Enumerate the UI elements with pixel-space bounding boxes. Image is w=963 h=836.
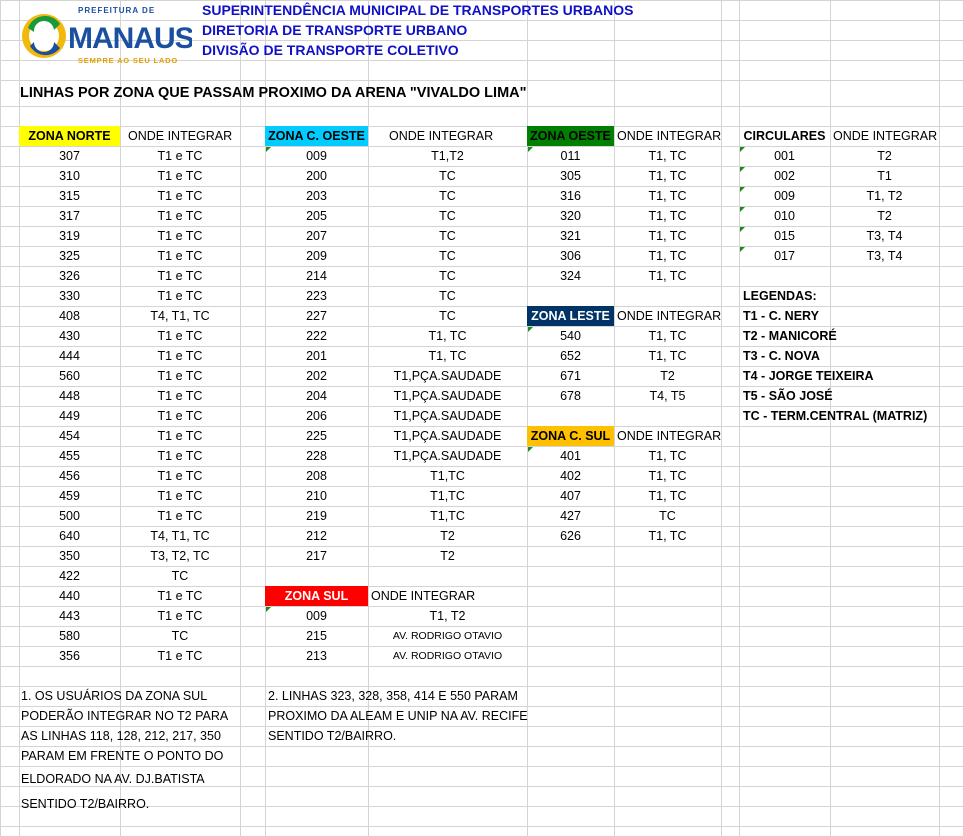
- zona-sul-integration: AV. RODRIGO OTAVIO: [392, 650, 503, 662]
- zona-oeste-integration: T1, TC: [648, 209, 687, 223]
- zona-norte-integration: T1 e TC: [157, 409, 203, 423]
- circulares-integration: T1: [877, 169, 892, 183]
- legend-item: T3 - C. NOVA: [743, 349, 820, 363]
- zona-c-sul-integration: T1, TC: [648, 489, 687, 503]
- zona-c-oeste-line-number: 200: [306, 169, 327, 183]
- svg-text:MANAUS: MANAUS: [68, 22, 192, 55]
- zona-oeste-integration: T1, TC: [648, 169, 687, 183]
- zona-c-sul-integration: T1, TC: [648, 529, 687, 543]
- zona-c-oeste-integration: T1,T2: [431, 149, 464, 163]
- circulares-line-number: 010: [774, 209, 795, 223]
- zona-c-oeste-integration: T1,TC: [430, 469, 465, 483]
- zona-oeste-line-number: 316: [560, 189, 581, 203]
- zona-leste-line-number: 678: [560, 389, 581, 403]
- zona-c-oeste-line-number: 202: [306, 369, 327, 383]
- zona-c-oeste-integration: TC: [439, 189, 456, 203]
- zona-c-oeste-line-number: 207: [306, 229, 327, 243]
- zona-oeste-integration: T1, TC: [648, 229, 687, 243]
- zona-norte-integration: T1 e TC: [157, 169, 203, 183]
- zona-norte-integration: T1 e TC: [157, 349, 203, 363]
- zona-norte-integration: T1 e TC: [157, 369, 203, 383]
- zona-sul-header: ZONA SUL: [265, 586, 368, 606]
- zona-c-sul-col2-header: ONDE INTEGRAR: [617, 429, 722, 443]
- circulares-line-number: 002: [774, 169, 795, 183]
- zona-norte-line-number: 454: [59, 429, 80, 443]
- circulares-col2-header: ONDE INTEGRAR: [833, 129, 938, 143]
- zona-norte-line-number: 317: [59, 209, 80, 223]
- zona-c-oeste-header: ZONA C. OESTE: [265, 126, 368, 146]
- zona-sul-line-number: 215: [306, 629, 327, 643]
- zona-norte-integration: T1 e TC: [157, 489, 203, 503]
- zona-oeste-line-number: 320: [560, 209, 581, 223]
- zona-oeste-header: ZONA OESTE: [527, 126, 614, 146]
- zona-oeste-line-number: 306: [560, 249, 581, 263]
- zona-leste-col2-header: ONDE INTEGRAR: [617, 309, 722, 323]
- zona-norte-integration: T1 e TC: [157, 589, 203, 603]
- circulares-integration: T2: [877, 209, 892, 223]
- zona-c-oeste-integration: T1,PÇA.SAUDADE: [393, 369, 502, 383]
- zona-c-oeste-line-number: 205: [306, 209, 327, 223]
- zona-c-oeste-col2-header: ONDE INTEGRAR: [389, 129, 494, 143]
- zona-c-oeste-line-number: 208: [306, 469, 327, 483]
- zona-norte-line-number: 422: [59, 569, 80, 583]
- zona-norte-line-number: 448: [59, 389, 80, 403]
- cell-comment-marker: [740, 167, 745, 172]
- legend-item: T5 - SÃO JOSÉ: [743, 389, 833, 403]
- zona-sul-col2-header: ONDE INTEGRAR: [371, 589, 476, 603]
- zona-norte-integration: T1 e TC: [157, 429, 203, 443]
- zona-norte-line-number: 310: [59, 169, 80, 183]
- cell-comment-marker: [740, 247, 745, 252]
- cell-comment-marker: [528, 147, 533, 152]
- header-line-3: DIVISÃO DE TRANSPORTE COLETIVO: [202, 42, 459, 58]
- zona-sul-integration: T1, T2: [429, 609, 466, 623]
- zona-c-sul-line-number: 401: [560, 449, 581, 463]
- zona-c-oeste-integration: TC: [439, 249, 456, 263]
- zona-norte-line-number: 350: [59, 549, 80, 563]
- zona-sul-integration: AV. RODRIGO OTAVIO: [392, 630, 503, 642]
- note-2-line: PROXIMO DA ALEAM E UNIP NA AV. RECIFE: [268, 709, 528, 723]
- zona-norte-integration: TC: [171, 569, 189, 583]
- zona-leste-integration: T2: [660, 369, 675, 383]
- note-1-line: SENTIDO T2/BAIRRO.: [21, 797, 150, 811]
- zona-oeste-integration: T1, TC: [648, 269, 687, 283]
- zona-sul-line-number: 009: [306, 609, 327, 623]
- header-line-1: SUPERINTENDÊNCIA MUNICIPAL DE TRANSPORTES URBANOS: [202, 2, 634, 18]
- zona-norte-header: ZONA NORTE: [19, 126, 120, 146]
- zona-norte-integration: T1 e TC: [157, 509, 203, 523]
- legend-item: TC - TERM.CENTRAL (MATRIZ): [743, 409, 928, 423]
- zona-norte-line-number: 408: [59, 309, 80, 323]
- zona-norte-line-number: 356: [59, 649, 80, 663]
- legend-item: T1 - C. NERY: [743, 309, 819, 323]
- cell-comment-marker: [740, 147, 745, 152]
- cell-comment-marker: [740, 227, 745, 232]
- page-title: LINHAS POR ZONA QUE PASSAM PROXIMO DA ARENA "VIVALDO LIMA": [20, 85, 527, 101]
- circulares-header: CIRCULARES: [743, 129, 826, 143]
- zona-norte-line-number: 326: [59, 269, 80, 283]
- zona-oeste-line-number: 305: [560, 169, 581, 183]
- note-2-line: 2. LINHAS 323, 328, 358, 414 E 550 PARAM: [268, 689, 518, 703]
- zona-oeste-integration: T1, TC: [648, 189, 687, 203]
- zona-norte-integration: T1 e TC: [157, 269, 203, 283]
- note-1-line: ELDORADO NA AV. DJ.BATISTA: [21, 772, 205, 786]
- legend-title: LEGENDAS:: [743, 289, 817, 303]
- zona-c-oeste-line-number: 210: [306, 489, 327, 503]
- zona-norte-integration: T1 e TC: [157, 329, 203, 343]
- cell-comment-marker: [740, 207, 745, 212]
- zona-c-oeste-line-number: 214: [306, 269, 327, 283]
- circulares-integration: T1, T2: [866, 189, 903, 203]
- zona-norte-integration: T1 e TC: [157, 209, 203, 223]
- manaus-logo: [20, 2, 192, 68]
- logo-emblem-icon: [20, 2, 192, 68]
- zona-c-sul-header: ZONA C. SUL: [527, 426, 614, 446]
- zona-c-oeste-line-number: 212: [306, 529, 327, 543]
- zona-c-oeste-integration: TC: [439, 269, 456, 283]
- zona-norte-integration: T1 e TC: [157, 649, 203, 663]
- zona-norte-line-number: 325: [59, 249, 80, 263]
- zona-norte-line-number: 560: [59, 369, 80, 383]
- circulares-integration: T3, T4: [866, 249, 903, 263]
- zona-c-sul-integration: TC: [659, 509, 676, 523]
- zona-c-oeste-line-number: 222: [306, 329, 327, 343]
- zona-c-oeste-integration: T1, TC: [428, 329, 467, 343]
- zona-norte-line-number: 319: [59, 229, 80, 243]
- zona-norte-line-number: 315: [59, 189, 80, 203]
- zona-norte-integration: T1 e TC: [157, 469, 203, 483]
- zona-norte-line-number: 440: [59, 589, 80, 603]
- zona-norte-integration: T1 e TC: [157, 149, 203, 163]
- note-1-line: AS LINHAS 118, 128, 212, 217, 350: [21, 729, 221, 743]
- zona-c-sul-line-number: 427: [560, 509, 581, 523]
- legend-item: T4 - JORGE TEIXEIRA: [743, 369, 874, 383]
- zona-sul-line-number: 213: [306, 649, 327, 663]
- zona-c-sul-line-number: 626: [560, 529, 581, 543]
- zona-oeste-line-number: 321: [560, 229, 581, 243]
- zona-c-oeste-integration: T2: [440, 529, 455, 543]
- cell-comment-marker: [528, 447, 533, 452]
- zona-c-oeste-line-number: 203: [306, 189, 327, 203]
- zona-c-sul-integration: T1, TC: [648, 469, 687, 483]
- zona-c-sul-integration: T1, TC: [648, 449, 687, 463]
- zona-c-oeste-line-number: 201: [306, 349, 327, 363]
- zona-c-oeste-line-number: 223: [306, 289, 327, 303]
- zona-c-oeste-integration: TC: [439, 229, 456, 243]
- zona-oeste-integration: T1, TC: [648, 249, 687, 263]
- zona-norte-line-number: 640: [59, 529, 80, 543]
- zona-norte-line-number: 459: [59, 489, 80, 503]
- zona-oeste-line-number: 324: [560, 269, 581, 283]
- svg-text:SEMPRE AO SEU LADO: SEMPRE AO SEU LADO: [78, 56, 178, 65]
- zona-c-oeste-integration: TC: [439, 169, 456, 183]
- circulares-integration: T3, T4: [866, 229, 903, 243]
- cell-comment-marker: [266, 607, 271, 612]
- zona-c-sul-line-number: 402: [560, 469, 581, 483]
- zona-c-oeste-integration: T1,PÇA.SAUDADE: [393, 449, 502, 463]
- zona-c-oeste-line-number: 217: [306, 549, 327, 563]
- zona-norte-line-number: 455: [59, 449, 80, 463]
- zona-oeste-col2-header: ONDE INTEGRAR: [617, 129, 722, 143]
- zona-norte-integration: T1 e TC: [157, 249, 203, 263]
- zona-c-oeste-line-number: 204: [306, 389, 327, 403]
- cell-comment-marker: [266, 147, 271, 152]
- zona-c-oeste-integration: T1,PÇA.SAUDADE: [393, 429, 502, 443]
- note-1-line: PODERÃO INTEGRAR NO T2 PARA: [21, 709, 229, 723]
- zona-c-oeste-integration: T1,PÇA.SAUDADE: [393, 409, 502, 423]
- zona-c-oeste-line-number: 209: [306, 249, 327, 263]
- zona-leste-integration: T1, TC: [648, 349, 687, 363]
- zona-norte-integration: T1 e TC: [157, 189, 203, 203]
- zona-c-oeste-line-number: 009: [306, 149, 327, 163]
- zona-c-oeste-integration: T1,TC: [430, 489, 465, 503]
- note-2-line: SENTIDO T2/BAIRRO.: [268, 729, 397, 743]
- zona-norte-line-number: 500: [59, 509, 80, 523]
- zona-c-oeste-integration: TC: [439, 309, 456, 323]
- zona-c-oeste-integration: T1,PÇA.SAUDADE: [393, 389, 502, 403]
- zona-norte-col2-header: ONDE INTEGRAR: [128, 129, 233, 143]
- zona-norte-line-number: 444: [59, 349, 80, 363]
- note-1-line: PARAM EM FRENTE O PONTO DO: [21, 749, 224, 763]
- zona-norte-line-number: 307: [59, 149, 80, 163]
- svg-text:PREFEITURA DE: PREFEITURA DE: [78, 6, 156, 15]
- zona-leste-integration: T4, T5: [649, 389, 686, 403]
- zona-norte-integration: T1 e TC: [157, 449, 203, 463]
- zona-norte-integration: T4, T1, TC: [150, 529, 210, 543]
- zona-leste-line-number: 671: [560, 369, 581, 383]
- zona-norte-line-number: 449: [59, 409, 80, 423]
- zona-c-oeste-integration: T1,TC: [430, 509, 465, 523]
- zona-leste-line-number: 652: [560, 349, 581, 363]
- zona-norte-integration: T1 e TC: [157, 389, 203, 403]
- zona-c-oeste-line-number: 228: [306, 449, 327, 463]
- zona-c-oeste-integration: TC: [439, 209, 456, 223]
- header-line-2: DIRETORIA DE TRANSPORTE URBANO: [202, 22, 468, 38]
- zona-norte-line-number: 456: [59, 469, 80, 483]
- zona-leste-integration: T1, TC: [648, 329, 687, 343]
- cell-comment-marker: [740, 187, 745, 192]
- zona-norte-integration: T3, T2, TC: [150, 549, 210, 563]
- zona-norte-line-number: 443: [59, 609, 80, 623]
- zona-c-oeste-line-number: 225: [306, 429, 327, 443]
- zona-c-sul-line-number: 407: [560, 489, 581, 503]
- zona-norte-integration: T1 e TC: [157, 609, 203, 623]
- zona-norte-integration: T4, T1, TC: [150, 309, 210, 323]
- zona-norte-line-number: 330: [59, 289, 80, 303]
- zona-norte-integration: T1 e TC: [157, 229, 203, 243]
- cell-comment-marker: [528, 327, 533, 332]
- zona-c-oeste-integration: T1, TC: [428, 349, 467, 363]
- circulares-line-number: 009: [774, 189, 795, 203]
- zona-c-oeste-line-number: 219: [306, 509, 327, 523]
- circulares-line-number: 001: [774, 149, 795, 163]
- zona-leste-line-number: 540: [560, 329, 581, 343]
- zona-c-oeste-line-number: 227: [306, 309, 327, 323]
- zona-leste-header: ZONA LESTE: [527, 306, 614, 326]
- circulares-integration: T2: [877, 149, 892, 163]
- zona-norte-line-number: 430: [59, 329, 80, 343]
- zona-norte-integration: TC: [171, 629, 189, 643]
- zona-c-oeste-line-number: 206: [306, 409, 327, 423]
- zona-c-oeste-integration: TC: [439, 289, 456, 303]
- note-1-line: 1. OS USUÁRIOS DA ZONA SUL: [21, 689, 208, 703]
- zona-c-oeste-integration: T2: [440, 549, 455, 563]
- zona-oeste-line-number: 011: [560, 149, 581, 163]
- zona-oeste-integration: T1, TC: [648, 149, 687, 163]
- legend-item: T2 - MANICORÉ: [743, 329, 837, 343]
- circulares-line-number: 017: [774, 249, 795, 263]
- zona-norte-integration: T1 e TC: [157, 289, 203, 303]
- circulares-line-number: 015: [774, 229, 795, 243]
- zona-norte-line-number: 580: [59, 629, 80, 643]
